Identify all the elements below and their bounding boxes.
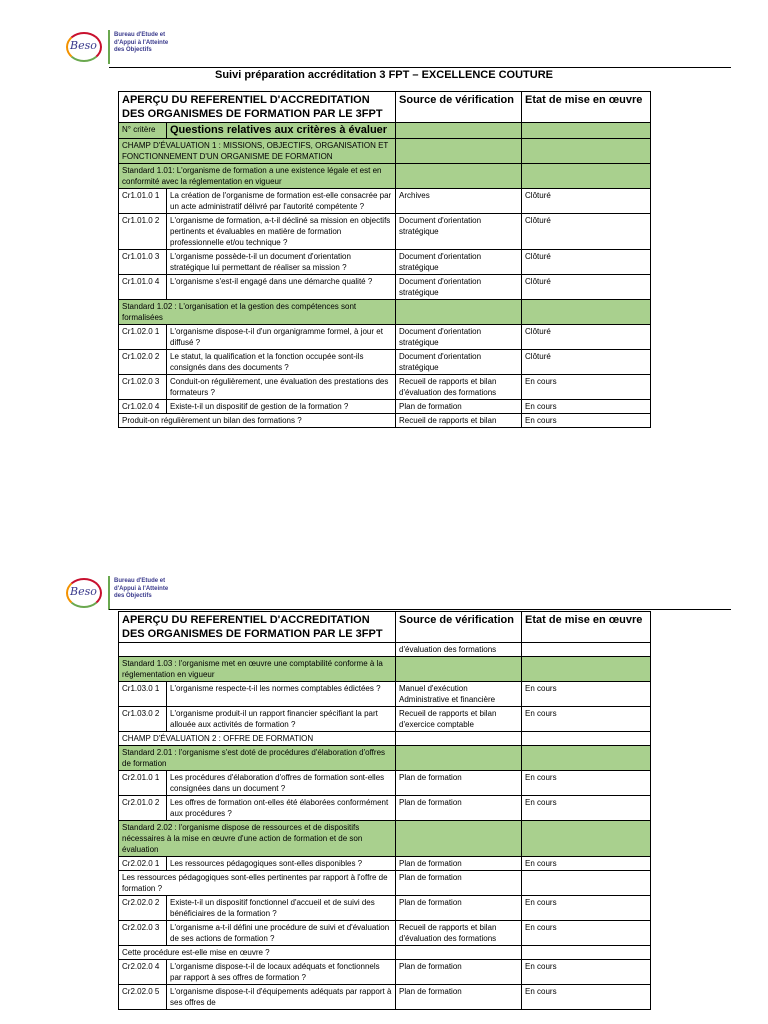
status-cell: Clôturé [522,250,651,275]
source-cell: Plan de formation [396,400,522,414]
source-cell: Plan de formation [396,857,522,871]
table-header-row [119,92,651,123]
criterion-number: Cr2.02.0 1 [119,857,167,871]
logo-mark: Beso [70,585,97,598]
source-cell: Recueil de rapports et bilan d'évaluation des formations [396,375,522,400]
status-cell: En cours [522,400,651,414]
status-cell: Clôturé [522,350,651,375]
status-cell: En cours [522,414,651,428]
question-text: Le statut, la qualification et la fonction occupée sont-ils consignés dans des documents ? [167,350,396,375]
question-text: Conduit-on régulièrement, une évaluation des prestations des formateurs ? [167,375,396,400]
question-text: L'organisme de formation, a-t-il décliné sa mission en objectifs pertinents et évaluables en matière de formation professionnelle et/ou technique ? [167,214,396,250]
question-row [119,871,651,896]
question-text: L'organisme dispose-t-il d'un organigramme formel, à jour et diffusé ? [167,325,396,350]
source-cell: Recueil de rapports et bilan d'évaluation des formations [396,921,522,946]
criterion-number: Cr1.01.0 1 [119,189,167,214]
document-title: Suivi préparation accréditation 3 FPT – EXCELLENCE COUTURE [214,69,553,81]
question-text: Cette procédure est-elle mise en œuvre ? [119,946,396,960]
standard-section-row [119,139,651,164]
criterion-row [119,325,651,350]
status-cell: En cours [522,960,651,985]
question-text: La création de l'organisme de formation est-elle consacrée par un acte administratif délivré par l'autorité compétente ? [167,189,396,214]
header-etat: Etat de mise en œuvre [522,612,651,643]
source-cell: Recueil de rapports et bilan [396,414,522,428]
question-text: L'organisme a-t-il défini une procédure de suivi et d'évaluation de ses actions de formation ? [167,921,396,946]
criterion-row [119,960,651,985]
criterion-number: Cr1.02.0 3 [119,375,167,400]
source-cell: Plan de formation [396,771,522,796]
header-rule [109,609,731,610]
criterion-row [119,796,651,821]
criterion-number: Cr1.01.0 3 [119,250,167,275]
source-cell: Document d'orientation stratégique [396,350,522,375]
status-cell: Clôturé [522,325,651,350]
status-cell: En cours [522,985,651,1010]
status-cell: En cours [522,857,651,871]
source-cell: Recueil de rapports et bilan d'exercice comptable [396,707,522,732]
subheader-row [119,123,651,139]
section-title: Standard 2.02 : l'organisme dispose de ressources et de dispositifs nécessaires à la mise en œuvre d'une action de formation et de son évaluation [119,821,396,857]
source-cell [396,946,522,960]
criterion-row [119,985,651,1010]
status-cell: Clôturé [522,189,651,214]
criterion-number: Cr1.02.0 2 [119,350,167,375]
criteria-table-page-1 [118,91,651,428]
champ-title: CHAMP D'ÉVALUATION 2 : OFFRE DE FORMATION [119,732,396,746]
source-cell: Plan de formation [396,871,522,896]
header-source: Source de vérification [396,92,522,123]
section-title: Standard 1.02 : L'organisation et la gestion des compétences sont formalisées [119,300,396,325]
standard-section-row [119,746,651,771]
header-referentiel: APERÇU DU REFERENTIEL D'ACCREDITATION DES ORGANISMES DE FORMATION PAR LE 3FPT [119,612,396,643]
criterion-row [119,857,651,871]
standard-section-row [119,164,651,189]
source-cell: Document d'orientation stratégique [396,214,522,250]
question-text: Les offres de formation ont-elles été élaborées conformément aux procédures ? [167,796,396,821]
status-cell: Clôturé [522,275,651,300]
logo-mark: Beso [70,39,97,52]
question-text: L'organisme dispose-t-il de locaux adéquats et fonctionnels par rapport à ses offres de formation ? [167,960,396,985]
question-text: Les procédures d'élaboration d'offres de formation sont-elles consignées dans un document ? [167,771,396,796]
subheader-question: Questions relatives aux critères à évaluer [167,123,396,139]
criterion-number: Cr2.02.0 3 [119,921,167,946]
criterion-row [119,375,651,400]
question-text: L'organisme dispose-t-il d'équipements adéquats par rapport à ses offres de [167,985,396,1010]
status-cell: En cours [522,375,651,400]
source-cell: Plan de formation [396,960,522,985]
criterion-number: Cr2.02.0 5 [119,985,167,1010]
source-cell: Plan de formation [396,796,522,821]
criterion-number: Cr1.01.0 2 [119,214,167,250]
criterion-row [119,682,651,707]
standard-section-row [119,657,651,682]
source-cell: Document d'orientation stratégique [396,325,522,350]
status-cell: En cours [522,771,651,796]
status-cell: En cours [522,682,651,707]
criterion-number: Cr1.01.0 4 [119,275,167,300]
standard-section-row [119,300,651,325]
criterion-row [119,771,651,796]
criterion-number: Cr1.02.0 1 [119,325,167,350]
criterion-row [119,921,651,946]
criterion-number: Cr2.02.0 2 [119,896,167,921]
source-cell: Document d'orientation stratégique [396,250,522,275]
section-title: CHAMP D'ÉVALUATION 1 : MISSIONS, OBJECTIFS, ORGANISATION ET FONCTIONNEMENT D'UN ORGANISME DE FORMATION [119,139,396,164]
question-text: Les ressources pédagogiques sont-elles disponibles ? [167,857,396,871]
criterion-number: Cr1.03.0 2 [119,707,167,732]
status-cell [522,946,651,960]
logo [64,574,204,614]
criterion-number: Cr1.02.0 4 [119,400,167,414]
criterion-row [119,350,651,375]
criterion-number: Cr2.01.0 1 [119,771,167,796]
criterion-row [119,707,651,732]
header-source: Source de vérification [396,612,522,643]
source-cell: Manuel d'exécution Administrative et financière [396,682,522,707]
status-cell: En cours [522,896,651,921]
question-text: L'organisme s'est-il engagé dans une démarche qualité ? [167,275,396,300]
subheader-num: N° critère [119,123,167,139]
criterion-number: Cr2.01.0 2 [119,796,167,821]
status-cell: En cours [522,921,651,946]
question-text: Existe-t-il un dispositif fonctionnel d'accueil et de suivi des bénéficiaires de la formation ? [167,896,396,921]
section-title: Standard 1.03 : l'organisme met en œuvre une comptabilité conforme à la réglementation en vigueur [119,657,396,682]
question-text: Produit-on régulièrement un bilan des formations ? [119,414,396,428]
standard-section-row [119,821,651,857]
source-cell: Document d'orientation stratégique [396,275,522,300]
criterion-row [119,214,651,250]
source-cell: d'évaluation des formations [396,643,522,657]
question-text: L'organisme produit-il un rapport financier spécifiant la part allouée aux activités de formation ? [167,707,396,732]
source-cell: Archives [396,189,522,214]
logo-text: Bureau d'Etude et d'Appui à l'Atteinte des Objectifs [114,32,169,53]
logo-text: Bureau d'Etude et d'Appui à l'Atteinte des Objectifs [114,578,169,599]
source-cell: Plan de formation [396,896,522,921]
header-rule [109,67,731,68]
header-referentiel: APERÇU DU REFERENTIEL D'ACCREDITATION DES ORGANISMES DE FORMATION PAR LE 3FPT [119,92,396,123]
status-cell: En cours [522,707,651,732]
criterion-row [119,189,651,214]
criterion-row [119,275,651,300]
section-title: Standard 1.01: L'organisme de formation a une existence légale et est en conformité avec la réglementation en vigueur [119,164,396,189]
status-cell [522,871,651,896]
criterion-row [119,896,651,921]
status-cell: Clôturé [522,214,651,250]
criterion-number: Cr1.03.0 1 [119,682,167,707]
logo [64,28,204,68]
source-cell: Plan de formation [396,985,522,1010]
status-cell: En cours [522,796,651,821]
criterion-row [119,400,651,414]
criterion-row [119,250,651,275]
question-text: L'organisme possède-t-il un document d'orientation stratégique lui permettant de réaliser sa mission ? [167,250,396,275]
question-row [119,414,651,428]
criterion-number: Cr2.02.0 4 [119,960,167,985]
champ-row [119,732,651,746]
question-text: Existe-t-il un dispositif de gestion de la formation ? [167,400,396,414]
header-etat: Etat de mise en œuvre [522,92,651,123]
question-text: Les ressources pédagogiques sont-elles pertinentes par rapport à l'offre de formation ? [119,871,396,896]
table-header-row [119,612,651,643]
question-row [119,946,651,960]
section-title: Standard 2.01 : l'organisme s'est doté de procédures d'élaboration d'offres de formation [119,746,396,771]
question-text: L'organisme respecte-t-il les normes comptables édictées ? [167,682,396,707]
criteria-table-page-2 [118,611,651,1010]
continuation-row [119,643,651,657]
